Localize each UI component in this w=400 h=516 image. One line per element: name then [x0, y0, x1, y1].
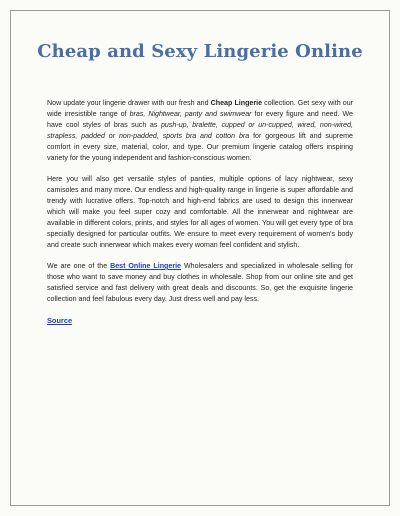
paragraph-3-text-b: Wholesalers and specialized in wholesale selling for those who want to save money and buy clothes in wholesale. Shop from our online site and get satisfied service and fast delivery with great deals and discounts. So, get the exquisite lingerie collection and feel fabulous every day. Just dress well and pay less.: [47, 262, 353, 303]
document-title: Cheap and Sexy Lingerie Online: [37, 41, 363, 62]
paragraph-1-text-c: for every figure and need. We have cool styles of bras such as: [47, 110, 354, 129]
source-row: [47, 315, 353, 326]
best-online-lingerie-link[interactable]: Best Online Lingerie: [110, 262, 181, 270]
paragraph-1: [47, 98, 353, 164]
paragraph-2: Here you will also get versatile styles of panties, multiple options of lacy nightwear, sexy camisoles and many more. Our endless and high-quality range in lingerie is super affordable and trendy with lucrative offers. Top-notch and high-end fabrics are used to design this innerwear which will make you feel super cozy and comfortable. All the innerwear and nightwear are available in different colors, prints, and styles for all ages of women. You will get every type of bra specially designed for particular outfits. We ensure to meet every requirement of women's body and create such innerwear which makes every woman feel confident and stylish.: [47, 175, 353, 249]
paragraph-1-text-d: for gorgeous lift and supreme comfort in every size, material, color, and type. Our premium lingerie catalog offers inspiring variety for the young independent and fashion-conscious women.: [47, 132, 353, 162]
paragraph-1-text-b: collection. Get sexy with our wide irresistible range of: [47, 99, 353, 118]
source-link[interactable]: Source: [47, 316, 73, 325]
paragraph-3-text-a: We are one of the: [47, 262, 111, 270]
product-list-italic: bras, Nightwear, panty and swimwear: [129, 110, 252, 118]
paragraph-3: [47, 261, 353, 305]
document-body: [47, 98, 353, 326]
bra-styles-italic: push-up, bralette, cupped or un-cupped, wired, non-wired, strapless, padded or non-padded, sports bra and cotton bra: [47, 121, 353, 140]
paragraph-1-text-a: Now update your lingerie drawer with our fresh and: [47, 99, 211, 107]
cheap-lingerie-bold: Cheap Lingerie: [210, 99, 263, 107]
